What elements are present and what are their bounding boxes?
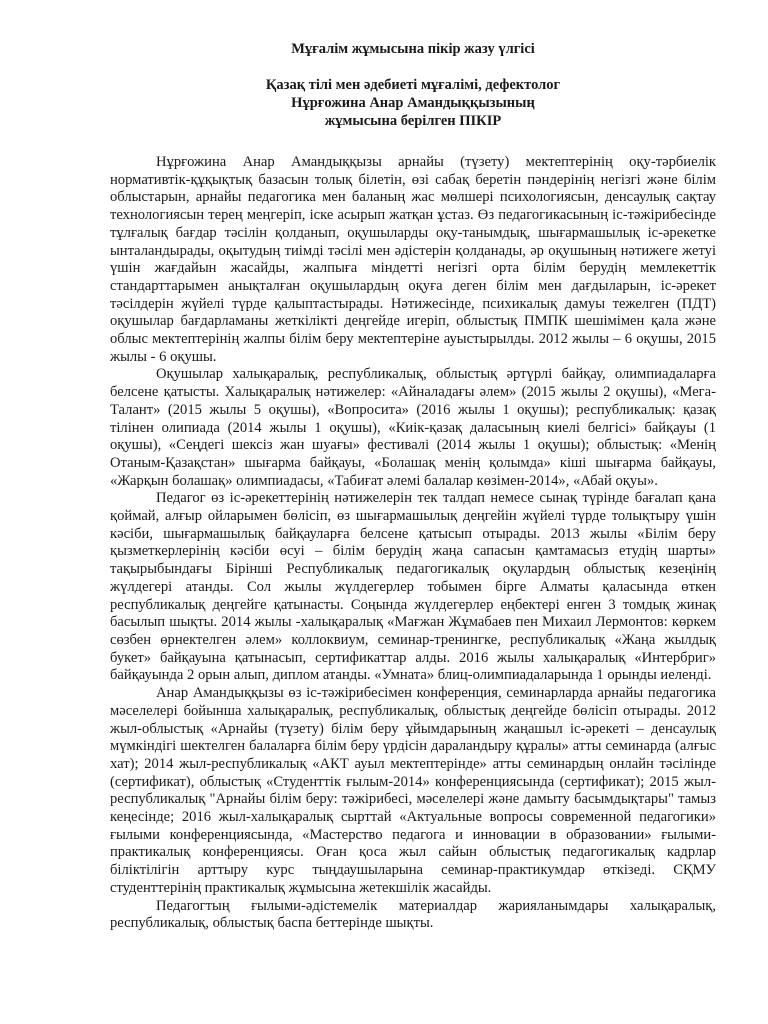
paragraph-student-achievements: Оқушылар халықаралық, республикалық, облыстық әртүрлі байқау, олимпиадаларға белсене қатысты. Халықаралық нәтижелер: «Айналадағы әлем» (2015 жылы 2 оқушы), «Мега-Талант» (2015 жылы 5 оқушы), «Вопросита» (2016 жылы 1 оқушы); республикалық: қазақ тілінен олипиада (2014 жылы 1 оқушы), «Киік-қазақ даласының киелі белгісі» байқауы (1 оқушы), «Сеңдегі шексіз жан шуағы» фестивалі (2014 жылы 1 оқушы); облыстық: «Менің Отаным-Қазақстан» шығарма байқауы, «Болашақ менің қолымда» кіші шығарма байқауы, «Жарқын болашақ» олимпиадасы, «Табиғат әлемі балалар көзімен-2014», «Абай оқуы». [110, 366, 716, 489]
paragraph-teacher-competitions: Педагог өз іс-әрекеттерінің нәтижелерін тек талдап немесе сынақ түрінде бағалап қана қоймай, алғыр ойларымен бөлісіп, өз шығармашылық деңгейін жүйелі түрде толықтыру үшін кәсіби, шығармашылық байқауларға белсене қатысып отырады. 2013 жылы «Білім беру қызметкерлерінің кәсіби өсуі – білім берудің жаңа сапасын қамтамасыз етудің шарты» тақырыбындағы Бірінші Республикалық педагогикалық оқулардың облыстық кезеңінің жүлдегері атанды. Сол жылы жүлдегерлер тобымен бірге Алматы қаласында өткен республикалық деңгейге қатынасты. Соңында жүлдегерлер еңбектері енген 3 томдық жинақ басылып шықты. 2014 жылы -халықаралық «Мағжан Жұмабаев пен Михаил Лермонтов: көркем сөзбен өрнектелген әлем» коллоквиум, семинар-тренингке, республикалық «Жаңа жылдық букет» байқауына қатынасып, сертификаттар алды. 2016 жылы халықаралық «Интербриг» байқауында 2 орын алып, диплом атанды. «Умната» блиц-олимпиадаларында 1 орынды иеленді. [110, 490, 716, 684]
document-title: Мұғалім жұмысына пікір жазу үлгісі [291, 41, 535, 57]
paragraph-qualifications: Нұрғожина Анар Амандыққызы арнайы (түзету) мектептерінің оқу-тәрбиелік нормативтік-құқықтық базасын толық білетін, өзі сабақ беретін пәндерінің негізгі және білім облыстарын, арнайы педагогика мен баланың жас мөлшері психологиясын, денсаулық сақтау технологиясын терең меңгеріп, іске асырып жатқан ұстаз. Өз педагогикасының іс-тәжірибесінде тұлғалық бағдар тәсілін қолданып, оқушыларды оқу-танымдық, шығармашылық іс-әрекетке ынталандырады, оқытудың тиімді тәсілі мен әдістерін қолданады, әр оқушының нәтижеге жетуі үшін жағдайын жасайды, жалпыға міндетті негізгі орта білім берудің мемлекеттік стандарттарымен анықталған оқушылардың оқуға деген білім мен дағдыларын, іс-әрекет тәсілдерін жүйелі түрде қалыптастырады. Нәтижесінде, психикалық дамуы тежелген (ПДТ) оқушылар бағдарламаны жеткілікті деңгейде игеріп, облыстық ПМПК шешімімен қала және облыс мектептерінің жалпы білім беру мектептеріне ауыстырылды. 2012 жылы – 6 оқушы, 2015 жылы - 6 оқушы. [110, 154, 716, 365]
subtitle-line-teacher-name: Нұрғожина Анар Амандыққызының [291, 95, 535, 111]
subtitle-line-review-label: жұмысына берілген ПІКІР [324, 113, 502, 129]
subtitle-line-position: Қазақ тілі мен әдебиеті мұғалімі, дефектолог [265, 77, 561, 93]
paragraph-conferences: Анар Амандыққызы өз іс-тәжірибесімен конференция, семинарларда арнайы педагогика мәселелері бойынша халықаралық, республикалық, облыстық деңгейде бөлісіп отырады. 2012 жыл-облыстық «Арнайы (түзету) білім беру ұйымдарының жаңашыл іс-әрекеті – денсаулық мүмкіндігі шектелген балаларға білім беру үрдісін дараландыру құралы» атты семинарда (алғыс хат); 2014 жыл-республикалық «АКТ ауыл мектептерінде» атты семинардың онлайн тәсілінде (сертификат), облыстық «Студенттік ғылым-2014» конференциясында (сертификат); 2015 жыл-республикалық "Арнайы білім беру: тәжірибесі, мәселелері және дамыту басымдықтары" тамыз кеңесінде; 2016 жыл-халықаралық сырттай «Актуальные вопросы современной педагогики» ғылыми конференциясында, «Мастерство педагога и инновации в образовании» ғылыми-практикалық конференциясы. Оған қоса жыл сайын облыстық педагогикалық кадрлар біліктілігін арттыру курс тыңдаушыларына семинар-практикумдар өткізеді. СҚМУ студенттерінің практикалық жұмысына жетекшілік жасайды. [110, 685, 716, 896]
document-body [110, 154, 716, 933]
paragraph-publications: Педагогтың ғылыми-әдістемелік материалдар жарияланымдары халықаралық, республикалық, облыстық баспа беттерінде шықты. [110, 897, 716, 932]
